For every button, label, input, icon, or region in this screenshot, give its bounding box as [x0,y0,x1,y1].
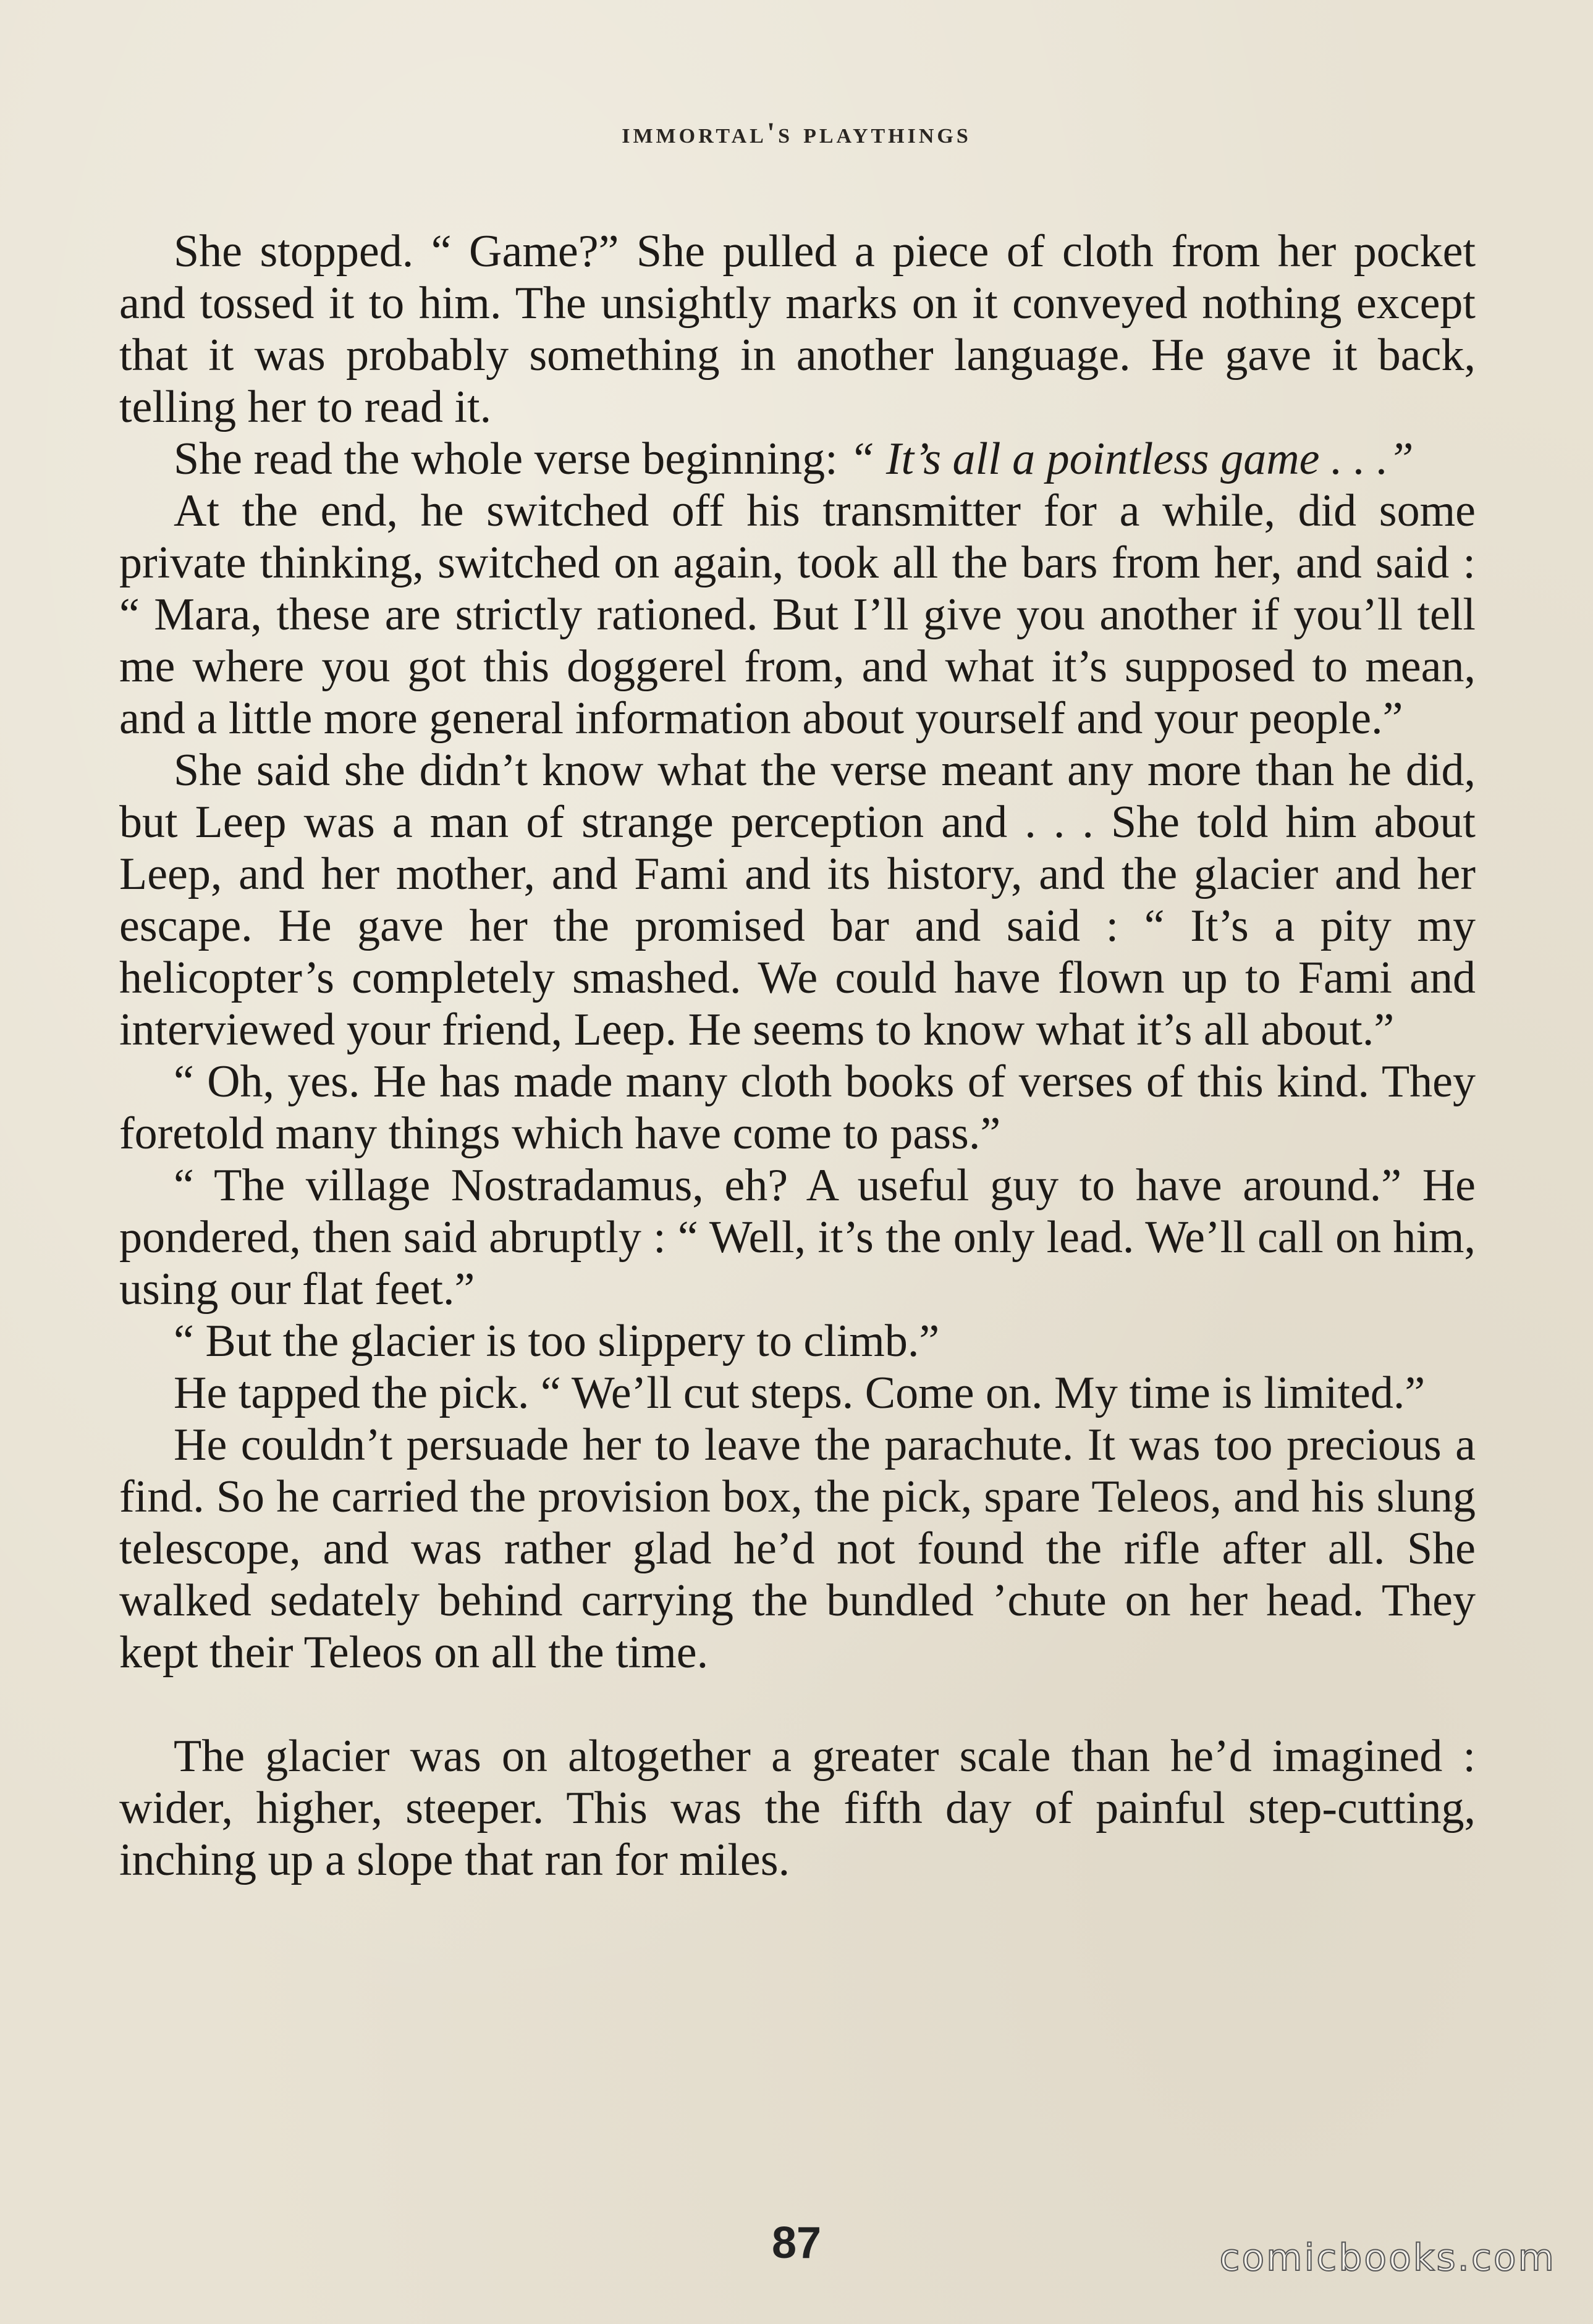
paragraph-5: “ Oh, yes. He has made many cloth books of verses of this kind. They foretold many things which have come to pass.” [119,1056,1476,1159]
page-number: 87 [771,2218,822,2268]
body-text [119,225,1476,1886]
watermark-logo: comicbooks.com [1219,2236,1556,2280]
paragraph-6: “ The village Nostradamus, eh? A useful guy to have around.” He pondered, then said abruptly : “ Well, it’s the only lead. We’ll call on him, using our flat feet.” [119,1160,1476,1315]
paragraph-9: He couldn’t persuade her to leave the parachute. It was too precious a find. So he carried the provision box, the pick, spare Teleos, and his slung telescope, and was rather glad he’d not found the rifle after all. She walked sedately behind carrying the bundled ’chute on her head. They kept their Teleos on all the time. [119,1420,1476,1678]
section-break [119,1678,1476,1730]
running-head: immortal's playthings [622,117,971,149]
paragraph-7: “ But the glacier is too slippery to climb.” [174,1316,940,1366]
paragraph-8: He tapped the pick. “ We’ll cut steps. Come on. My time is limited.” [174,1368,1426,1418]
paragraph-2 [119,433,1476,485]
paragraph-10: The glacier was on altogether a greater scale than he’d imagined : wider, higher, steeper. This was the fifth day of painful step-cutting, inching up a slope that ran for miles. [119,1731,1476,1885]
paragraph-1: She stopped. “ Game?” She pulled a piece of cloth from her pocket and tossed it to him. The unsightly marks on it conveyed nothing except that it was probably something in another language. He gave it back, telling her to read it. [119,226,1476,432]
paragraph-3: At the end, he switched off his transmitter for a while, did some private thinking, switched on again, took all the bars from her, and said : “ Mara, these are strictly rationed. But I’ll give you another if you’ll tell me where you got this doggerel from, and what it’s supposed to mean, and a little more general information about yourself and your people.” [119,486,1476,744]
paragraph-2-lead: She read the whole verse beginning: [174,434,850,484]
paragraph-4: She said she didn’t know what the verse meant any more than he did, but Leep was a man of strange perception and . . . She told him about Leep, and her mother, and Fami and its history, and the glacier and her escape. He gave her the promised bar and said : “ It’s a pity my helicopter’s completely smashed. We could have flown up to Fami and interviewed your friend, Leep. He seems to know what it’s all about.” [119,745,1476,1055]
verse-quote: “ It’s all a pointless game . . .” [849,434,1414,484]
